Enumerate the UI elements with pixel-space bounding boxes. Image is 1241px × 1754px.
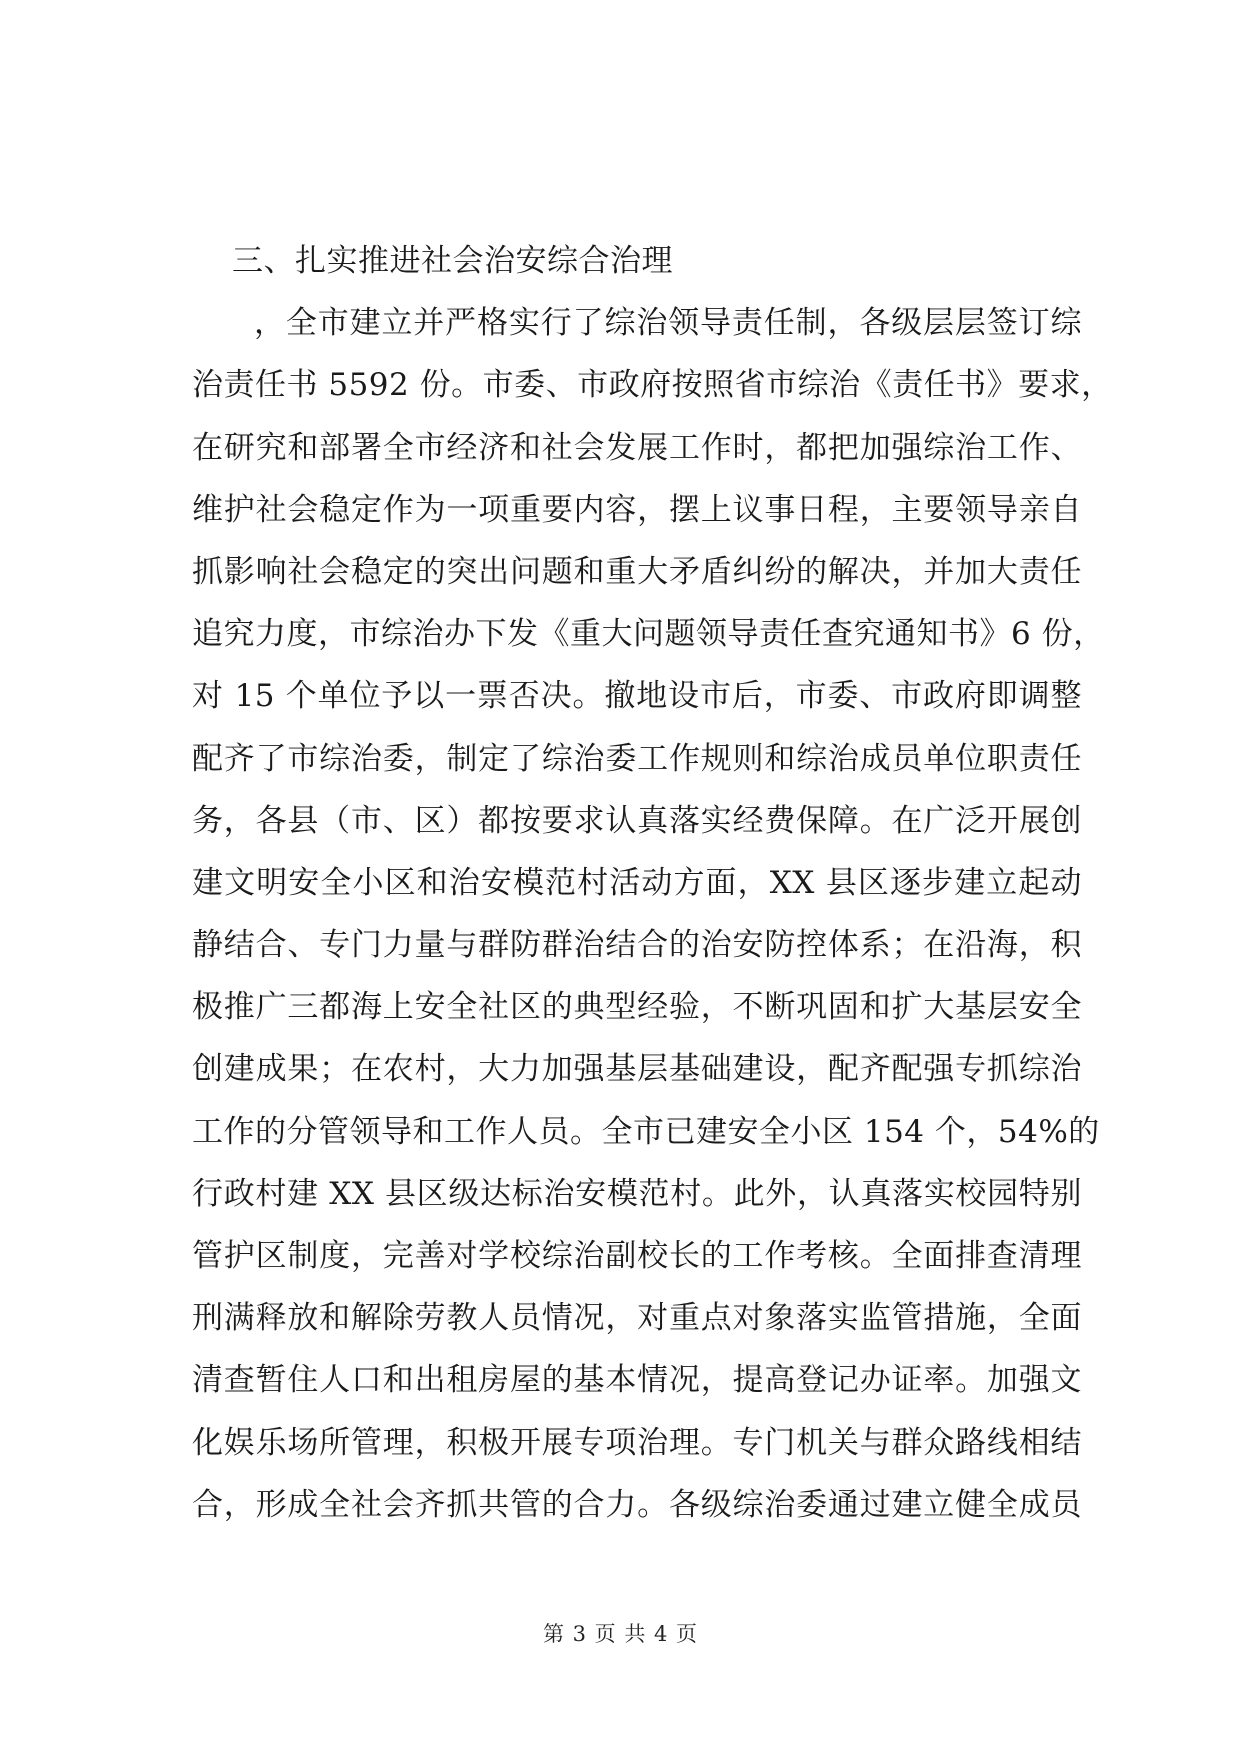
paragraph-line: 治责任书 5592 份。市委、市政府按照省市综治《责任书》要求， — [192, 367, 1113, 404]
paragraph-line: 化娱乐场所管理，积极开展专项治理。专门机关与群众路线相结 — [192, 1424, 1082, 1461]
paragraph-line: 配齐了市综治委，制定了综治委工作规则和综治成员单位职责任 — [192, 740, 1082, 777]
paragraph-line: 静结合、专门力量与群防群治结合的治安防控体系；在沿海，积 — [192, 927, 1082, 964]
paragraph-line: 在研究和部署全市经济和社会发展工作时，都把加强综治工作、 — [192, 429, 1082, 466]
paragraph-line: 建文明安全小区和治安模范村活动方面，XX 县区逐步建立起动 — [192, 864, 1082, 901]
document-body — [192, 230, 1113, 1536]
paragraph-line: 刑满释放和解除劳教人员情况，对重点对象落实监管措施，全面 — [192, 1300, 1082, 1337]
paragraph-line: 追究力度，市综治办下发《重大问题领导责任查究通知书》6 份， — [192, 616, 1105, 653]
paragraph-line: 抓影响社会稳定的突出问题和重大矛盾纠纷的解决，并加大责任 — [192, 553, 1082, 590]
paragraph-line: 维护社会稳定作为一项重要内容，摆上议事日程，主要领导亲自 — [192, 491, 1082, 528]
paragraph-line: 务，各县（市、区）都按要求认真落实经费保障。在广泛开展创 — [192, 802, 1082, 839]
page-number-footer: 第 3 页 共 4 页 — [542, 1622, 699, 1646]
paragraph-line: 极推广三都海上安全社区的典型经验，不断巩固和扩大基层安全 — [192, 989, 1082, 1026]
paragraph-line: 工作的分管领导和工作人员。全市已建安全小区 154 个，54%的 — [192, 1113, 1100, 1150]
paragraph-line: 清查暂住人口和出租房屋的基本情况，提高登记办证率。加强文 — [192, 1362, 1082, 1399]
paragraph-line: 管护区制度，完善对学校综治副校长的工作考核。全面排查清理 — [192, 1238, 1082, 1274]
paragraph-line: 行政村建 XX 县区级达标治安模范村。此外，认真落实校园特别 — [192, 1175, 1082, 1212]
paragraph-line: 创建成果；在农村，大力加强基层基础建设，配齐配强专抓综治 — [192, 1051, 1082, 1088]
paragraph-line: 合，形成全社会齐抓共管的合力。各级综治委通过建立健全成员 — [192, 1486, 1082, 1523]
paragraph-line: 对 15 个单位予以一票否决。撤地设市后，市委、市政府即调整 — [192, 678, 1082, 715]
paragraph-line: ，全市建立并严格实行了综治领导责任制，各级层层签订综 — [254, 305, 1082, 342]
section-heading: 三、扎实推进社会治安综合治理 — [232, 243, 673, 279]
